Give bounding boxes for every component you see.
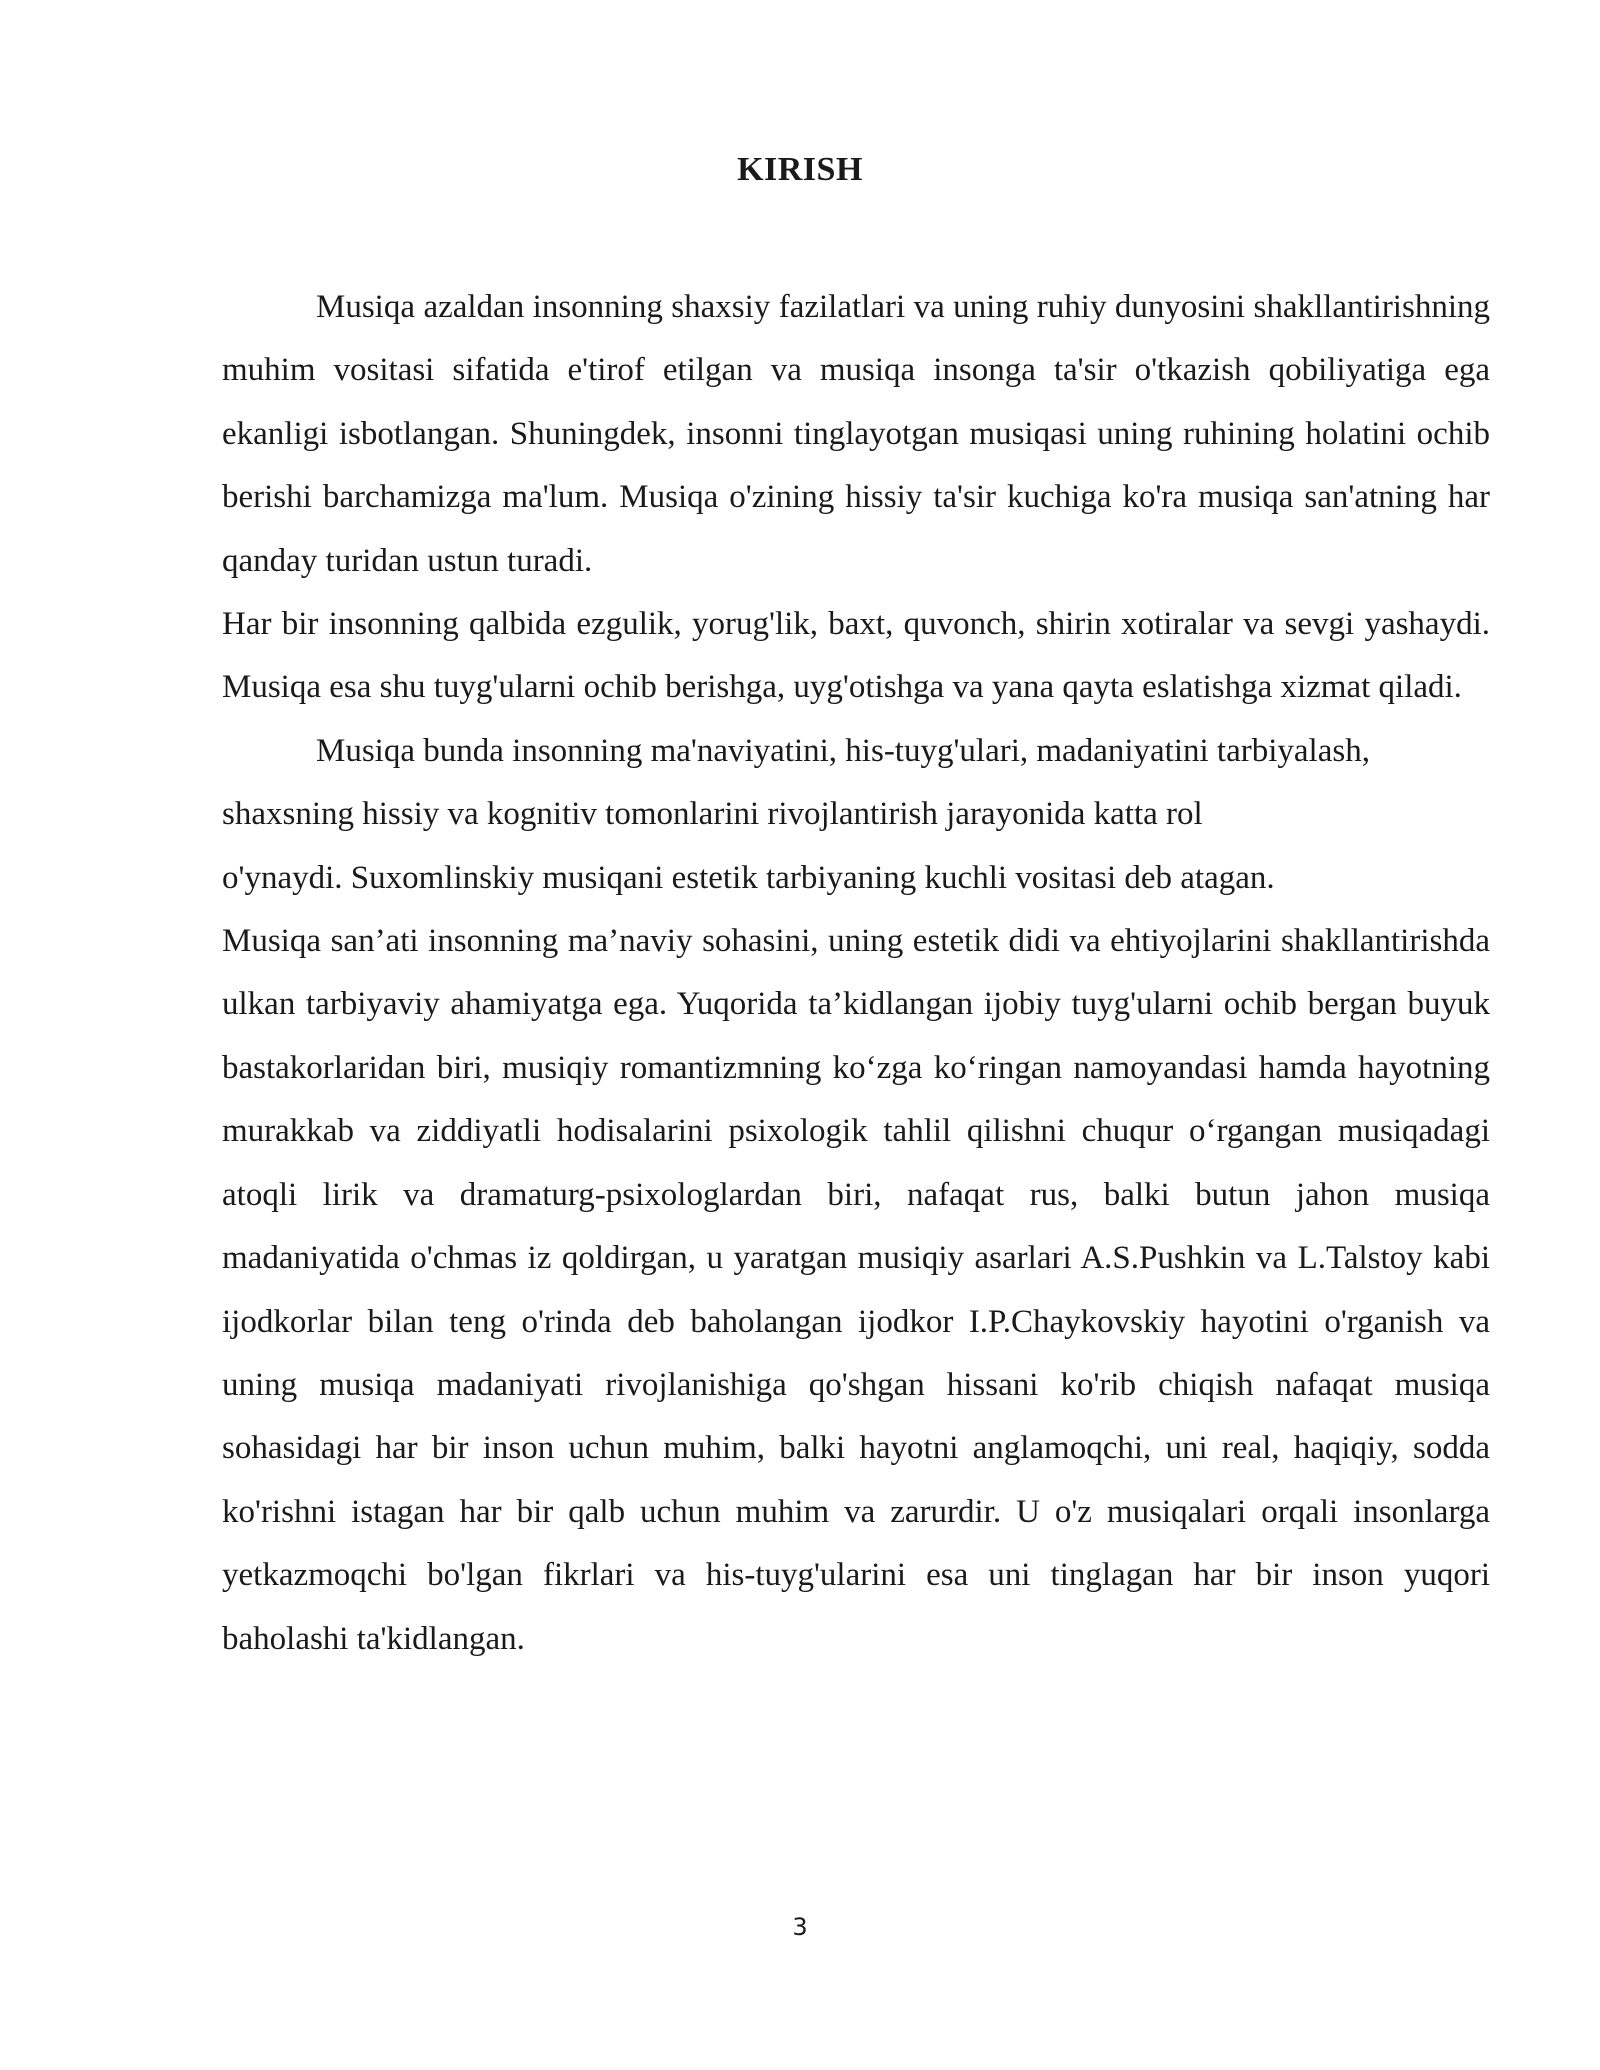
- paragraph-4: Musiqa san’ati insonning ma’naviy sohasini, uning estetik didi va ehtiyojlarini shakllantirishda ulkan tarbiyaviy ahamiyatga ega. Yuqorida ta’kidlangan ijobiy tuyg'ularni ochib bergan buyuk bastakorlaridan biri, musiqiy romantizmning ko‘zga ko‘ringan namoyandasi hamda hayotning murakkab va ziddiyatli hodisalarini psixologik tahlil qilishni chuqur o‘rgangan musiqadagi atoqli lirik va dramaturg-psixologlardan biri, nafaqat rus, balki butun jahon musiqa madaniyatida o'chmas iz qoldirgan, u yaratgan musiqiy asarlari A.S.Pushkin va L.Talstoy kabi ijodkorlar bilan teng o'rinda deb baholangan ijodkor I.P.Chaykovskiy hayotini o'rganish va uning musiqa madaniyati rivojlanishiga qo'shgan hissani ko'rib chiqish nafaqat musiqa sohasidagi har bir inson uchun muhim, balki hayotni anglamoqchi, uni real, haqiqiy, sodda ko'rishni istagan har bir qalb uchun muhim va zarurdir. U o'z musiqalari orqali insonlarga yetkazmoqchi bo'lgan fikrlari va his-tuyg'ularini esa uni tinglagan har bir inson yuqori baholashi ta'kidlangan.: [222, 923, 1490, 1657]
- body-text: [222, 276, 1490, 1671]
- page-number: 3: [792, 1913, 808, 1941]
- paragraph-3: [222, 720, 1490, 910]
- paragraph-3-line-3: o'ynaydi. Suxomlinskiy musiqani estetik tarbiyaning kuchli vositasi deb atagan.: [222, 859, 1275, 896]
- paragraph-2: Har bir insonning qalbida ezgulik, yorug'lik, baxt, quvonch, shirin xotiralar va sevgi yashaydi. Musiqa esa shu tuyg'ularni ochib berishga, uyg'otishga va yana qayta eslatishga xizmat qiladi.: [222, 606, 1490, 706]
- paragraph-3-line-1: Musiqa bunda insonning ma'naviyatini, his-tuyg'ulari, madaniyatini tarbiyalash,: [316, 732, 1370, 769]
- page-title: KIRISH: [737, 151, 863, 188]
- paragraph-1: Musiqa azaldan insonning shaxsiy fazilatlari va uning ruhiy dunyosini shakllantirishning muhim vositasi sifatida e'tirof etilgan va musiqa insonga ta'sir o'tkazish qobiliyatiga ega ekanligi isbotlangan. Shuningdek, insonni tinglayotgan musiqasi uning ruhining holatini ochib berishi barchamizga ma'lum. Musiqa o'zining hissiy ta'sir kuchiga ko'ra musiqa san'atning har qanday turidan ustun turadi.: [222, 289, 1490, 579]
- paragraph-3-line-2: shaxsning hissiy va kognitiv tomonlarini rivojlantirish jarayonida katta rol: [222, 796, 1203, 833]
